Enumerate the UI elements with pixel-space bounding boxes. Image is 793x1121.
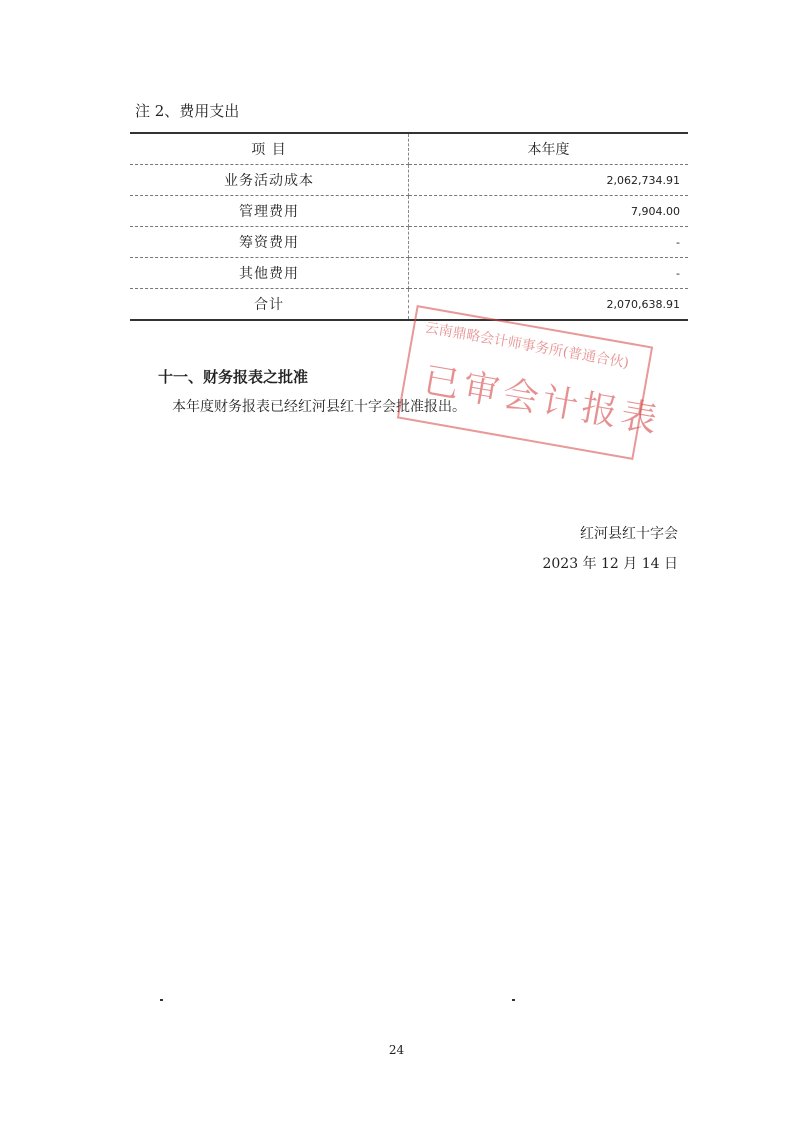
row-value: - bbox=[409, 258, 689, 289]
row-item: 合计 bbox=[130, 289, 409, 321]
table-row bbox=[130, 227, 688, 258]
table-row bbox=[130, 165, 688, 196]
table-header-row bbox=[130, 133, 688, 165]
scan-speck bbox=[512, 999, 515, 1001]
stamp-label: 已审会计报表 bbox=[420, 359, 664, 442]
row-value: 7,904.00 bbox=[409, 196, 689, 227]
table-row bbox=[130, 258, 688, 289]
row-value: 2,070,638.91 bbox=[409, 289, 689, 321]
row-item: 筹资费用 bbox=[130, 227, 409, 258]
scan-speck bbox=[160, 999, 163, 1001]
table-row bbox=[130, 196, 688, 227]
section-title: 十一、财务报表之批准 bbox=[158, 368, 309, 386]
row-value: - bbox=[409, 227, 689, 258]
row-item: 其他费用 bbox=[130, 258, 409, 289]
header-item: 项 目 bbox=[130, 133, 409, 165]
section-body: 本年度财务报表已经红河县红十字会批准报出。 bbox=[172, 399, 466, 415]
audit-stamp bbox=[397, 305, 664, 460]
expense-table bbox=[130, 132, 688, 321]
header-current-year: 本年度 bbox=[409, 133, 689, 165]
row-item: 业务活动成本 bbox=[130, 165, 409, 196]
stamp-firm-name: 云南鼎略会计师事务所(普通合伙) bbox=[423, 319, 631, 372]
table-total-row bbox=[130, 289, 688, 321]
signature-org: 红河县红十字会 bbox=[580, 526, 678, 542]
signature-date: 2023 年 12 月 14 日 bbox=[542, 556, 678, 572]
page-number: 24 bbox=[388, 1043, 405, 1057]
row-value: 2,062,734.91 bbox=[409, 165, 689, 196]
note-title: 注 2、费用支出 bbox=[135, 102, 240, 120]
row-item: 管理费用 bbox=[130, 196, 409, 227]
